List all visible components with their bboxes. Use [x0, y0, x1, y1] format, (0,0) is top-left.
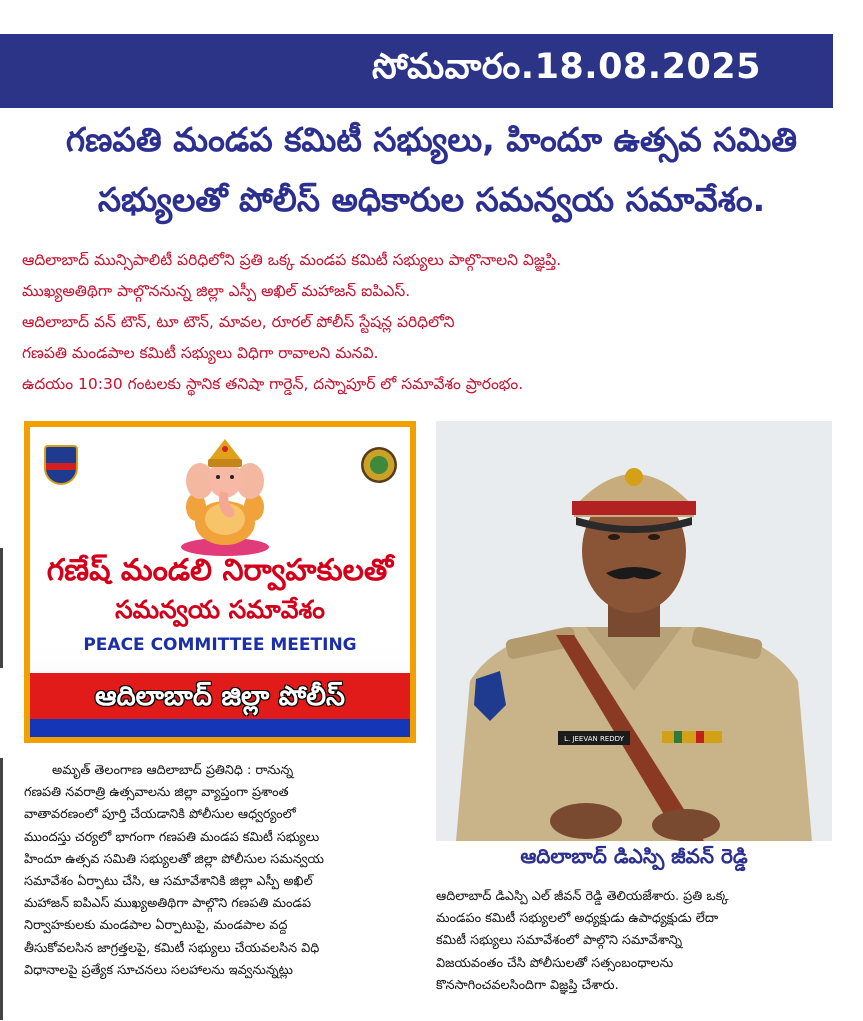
article-line: నిర్వాహకులకు మండపాల ఏర్పాటుపై, మండపాల వద్ద [24, 918, 288, 934]
article-line: హిందూ ఉత్సవ సమితి సభ్యులతో జిల్లా పోలీసుల సమన్వయ [24, 851, 324, 867]
police-badge-icon [42, 443, 80, 487]
article-line: కొనసాగించవలసిందిగా విజ్ఞప్తి చేశారు. [436, 977, 619, 993]
article-line: వాతావరణంలో పూర్తి చేయడానికి పోలీసుల ఆధ్వర్యంలో [24, 807, 296, 823]
highlight-line: ఆదిలాబాద్ వన్ టౌన్, టూ టౌన్, మావల, రూరల్ పోలీస్ స్టేషన్ల పరిధిలోని [22, 313, 455, 331]
article-line: కమిటీ సభ్యులు సమావేశంలో పాల్గొని సమావేశాన్ని [436, 933, 683, 949]
district-emblem-icon [360, 443, 398, 487]
date-text: సోమవారం.18.08.2025 [372, 47, 761, 87]
article-line: మహాజన్ ఐపిఎస్ ముఖ్యఅతిథిగా పాల్గొని గణపతి మండప [24, 896, 312, 912]
poster-subtitle-telugu: సమన్వయ సమావేశం [115, 595, 325, 624]
article-line: విధానాలపై ప్రత్యేక సూచనలు సలహాలను ఇవ్వనున్నట్లు [24, 962, 293, 978]
article-line: తీసుకోవలసిన జాగ్రత్తలపై, కమిటీ సభ్యులు చేయవలసిన విధి [24, 940, 320, 956]
headline-line-2: సభ్యులతో పోలీస్ అధికారుల సమన్వయ సమావేశం. [97, 180, 766, 219]
headline-line-1: గణపతి మండప కమిటీ సభ్యులు, హిందూ ఉత్సవ సమితి [65, 120, 798, 159]
article-line: ఆదిలాబాద్ డిఎస్పి ఎల్ జీవన్ రెడ్డి తెలియజేశారు. ప్రతి ఒక్క [436, 889, 729, 904]
article-body-left [24, 760, 418, 982]
article-line: ముందస్తు చర్యలో భాగంగా గణపతి మండప కమిటీ సభ్యులు [24, 829, 320, 845]
page-edge-rule-lower [0, 758, 3, 1020]
poster-title-telugu: గణేష్ మండలి నిర్వాహకులతో [46, 553, 394, 588]
poster-bottom-band [30, 673, 410, 737]
highlight-line: ఉదయం 10:30 గంటలకు స్థానిక తనిషా గార్డెన్, దస్నాపూర్ లో సమావేశం ప్రారంభం. [22, 375, 524, 393]
ganesha-illustration-icon [170, 435, 280, 557]
page-edge-rule [0, 548, 3, 668]
highlight-line: ఆదిలాబాద్ మున్సిపాలిటీ పరిధిలోని ప్రతి ఒక్క మండప కమిటీ సభ్యులు పాల్గొనాలని విజ్ఞప్తి. [22, 251, 562, 269]
poster-band-text: ఆదిలాబాద్ జిల్లా పోలీస్ [95, 681, 345, 712]
article-line: మండపం కమిటీ సభ్యులలో అధ్యక్షుడు ఉపాధ్యక్షుడు లేదా [436, 911, 719, 927]
article-line: గణపతి నవరాత్రి ఉత్సవాలను జిల్లా వ్యాప్తంగా ప్రశాంత [24, 785, 289, 801]
article-line: సమావేశం ఏర్పాటు చేసి, ఆ సమావేశానికి జిల్లా ఎస్పీ అఖిల్ [24, 874, 313, 890]
name-tag-text: L. JEEVAN REDDY [564, 735, 624, 743]
date-banner [0, 34, 833, 108]
officer-photo [436, 421, 832, 841]
highlight-line: గణపతి మండపాల కమిటీ సభ్యులు విధిగా రావాలని మనవి. [22, 344, 379, 362]
meeting-poster [24, 421, 416, 743]
officer-portrait-icon [436, 421, 832, 841]
poster-title-english: PEACE COMMITTEE MEETING [83, 635, 357, 655]
article-body-right [436, 886, 832, 997]
highlights-block [22, 245, 832, 400]
photo-caption: ఆదిలాబాద్ డిఎస్పి జీవన్ రెడ్డి [520, 844, 748, 868]
article-line: అమృత్ తెలంగాణ ఆదిలాబాద్ ప్రతినిధి : రానున్న [52, 763, 294, 778]
article-line: విజయవంతం చేసి పోలీసులతో సత్సంబంధాలను [436, 955, 674, 971]
highlight-line: ముఖ్యఅతిథిగా పాల్గొననున్న జిల్లా ఎస్పీ అఖిల్ మహాజన్ ఐపిఎస్. [22, 282, 411, 300]
